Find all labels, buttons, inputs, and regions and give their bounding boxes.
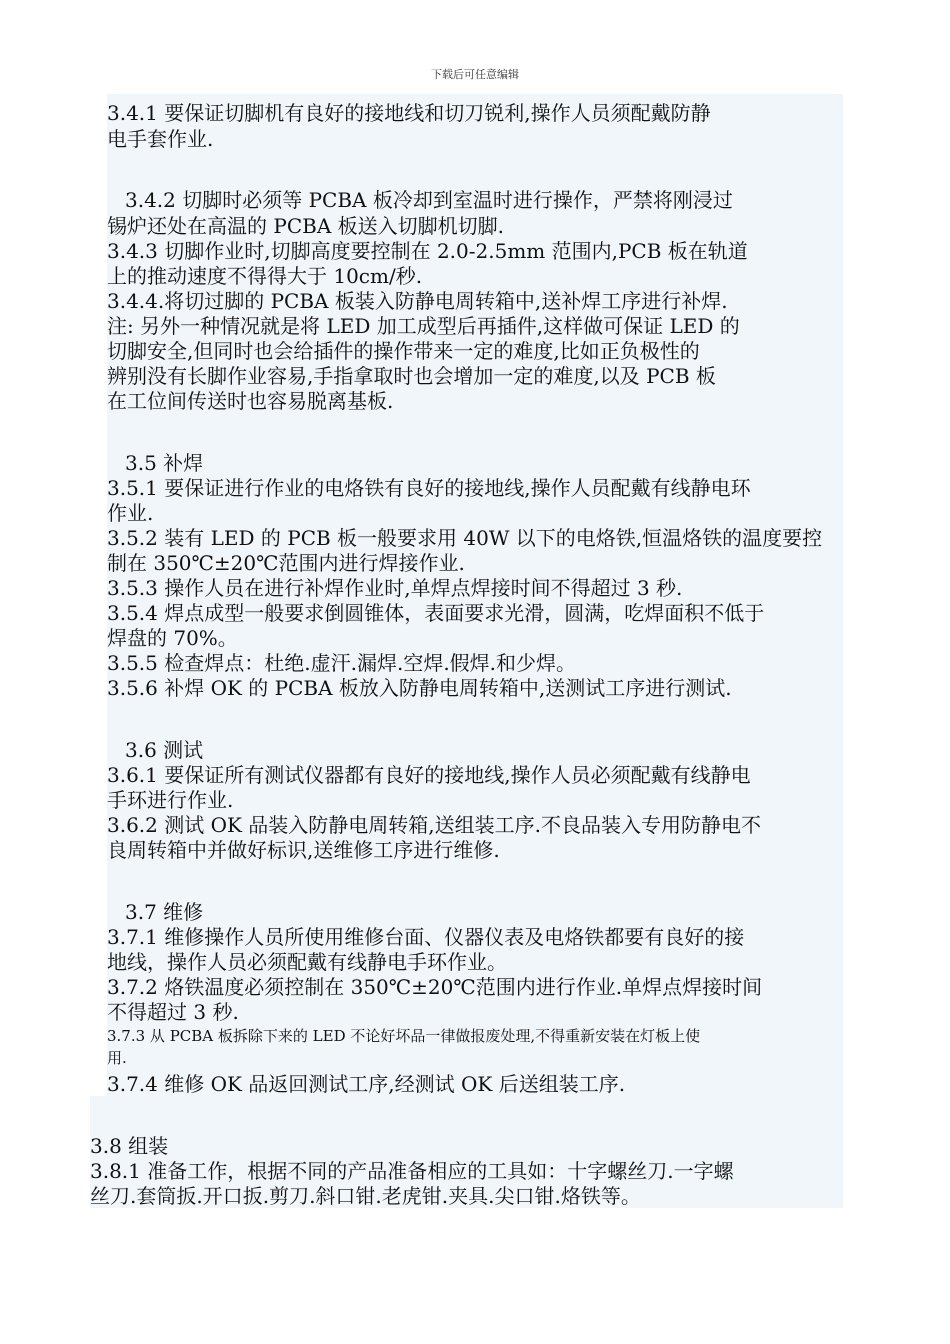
text-line: 3.4.1 要保证切脚机有良好的接地线和切刀锐利,操作人员须配戴防静	[107, 101, 711, 125]
section-heading: 3.7 维修	[125, 900, 204, 924]
text-line: 3.8.1 准备工作，根据不同的产品准备相应的工具如：十字螺丝刀.一字螺	[90, 1159, 734, 1183]
text-line: 制在 350℃±20℃范围内进行焊接作业.	[107, 551, 465, 575]
section-heading: 3.6 测试	[125, 738, 204, 762]
text-line: 3.4.2 切脚时必须等 PCBA 板冷却到室温时进行操作，严禁将刚浸过	[125, 188, 733, 212]
text-line: 切脚安全,但同时也会给插件的操作带来一定的难度,比如正负极性的	[107, 339, 700, 363]
text-line: 手环进行作业.	[107, 788, 234, 812]
text-line: 3.7.1 维修操作人员所使用维修台面、仪器仪表及电烙铁都要有良好的接	[107, 925, 745, 949]
text-line: 3.4.4.将切过脚的 PCBA 板装入防静电周转箱中,送补焊工序进行补焊.	[107, 289, 728, 313]
text-line: 不得超过 3 秒.	[107, 1000, 239, 1024]
text-line: 3.6.1 要保证所有测试仪器都有良好的接地线,操作人员必须配戴有线静电	[107, 763, 751, 787]
section-heading: 3.5 补焊	[125, 451, 204, 475]
text-line: 3.5.1 要保证进行作业的电烙铁有良好的接地线,操作人员配戴有线静电环	[107, 476, 751, 500]
text-line: 电手套作业.	[107, 127, 214, 151]
text-line: 作业.	[107, 501, 154, 525]
text-line: 良周转箱中并做好标识,送维修工序进行维修.	[107, 838, 500, 862]
text-line: 辨别没有长脚作业容易,手指拿取时也会增加一定的难度,以及 PCB 板	[107, 364, 716, 388]
text-line: 在工位间传送时也容易脱离基板.	[107, 389, 394, 413]
text-line: 上的推动速度不得得大于 10cm/秒.	[107, 264, 423, 288]
text-line: 锡炉还处在高温的 PCBA 板送入切脚机切脚.	[107, 214, 504, 238]
text-line: 丝刀.套筒扳.开口扳.剪刀.斜口钳.老虎钳.夹具.尖口钳.烙铁等。	[90, 1184, 641, 1208]
text-line: 3.7.4 维修 OK 品返回测试工序,经测试 OK 后送组装工序.	[107, 1072, 626, 1096]
text-line: 焊盘的 70%。	[107, 626, 238, 650]
text-line: 注: 另外一种情况就是将 LED 加工成型后再插件,这样做可保证 LED 的	[107, 314, 740, 338]
text-line: 3.5.6 补焊 OK 的 PCBA 板放入防静电周转箱中,送测试工序进行测试.	[107, 676, 732, 700]
text-line: 3.7.3 从 PCBA 板拆除下来的 LED 不论好坏品一律做报废处理,不得重新安装在灯板上使	[107, 1027, 701, 1045]
text-line: 3.5.2 装有 LED 的 PCB 板一般要求用 40W 以下的电烙铁,恒温烙铁的温度要控	[107, 526, 823, 550]
text-line: 3.5.4 焊点成型一般要求倒圆锥体，表面要求光滑，圆满，吃焊面积不低于	[107, 601, 765, 625]
text-line: 3.5.3 操作人员在进行补焊作业时,单焊点焊接时间不得超过 3 秒.	[107, 576, 683, 600]
text-line: 3.4.3 切脚作业时,切脚高度要控制在 2.0-2.5mm 范围内,PCB 板在轨道	[107, 239, 748, 263]
text-line: 用.	[107, 1049, 127, 1067]
page-header: 下载后可任意编辑	[431, 68, 519, 81]
text-line: 3.6.2 测试 OK 品装入防静电周转箱,送组装工序.不良品装入专用防静电不	[107, 813, 762, 837]
section-heading: 3.8 组装	[90, 1134, 169, 1158]
text-line: 3.7.2 烙铁温度必须控制在 350℃±20℃范围内进行作业.单焊点焊接时间	[107, 975, 763, 999]
text-line: 地线，操作人员必须配戴有线静电手环作业。	[107, 950, 507, 974]
text-line: 3.5.5 检查焊点：杜绝.虚汗.漏焊.空焊.假焊.和少焊。	[107, 651, 577, 675]
